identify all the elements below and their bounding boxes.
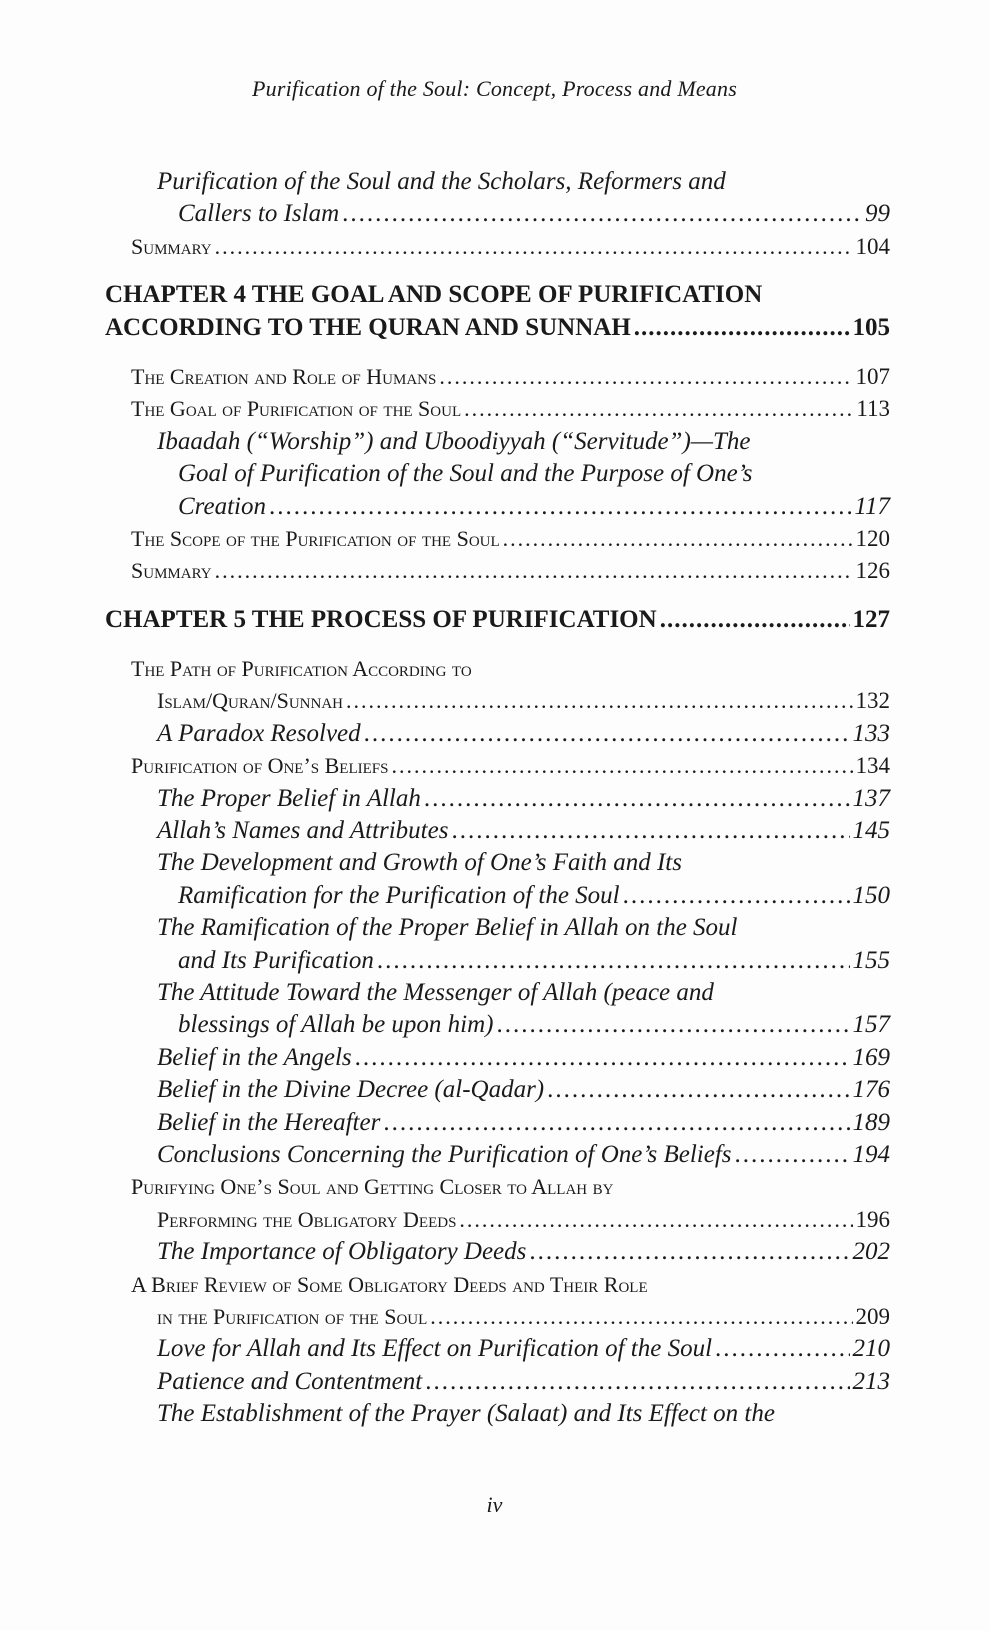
toc-entry xyxy=(0,1074,989,1106)
toc-entry xyxy=(0,426,989,523)
toc-entry-title: Callers to Islam xyxy=(178,200,340,228)
dot-leader xyxy=(391,750,852,782)
toc-line xyxy=(0,426,989,458)
toc-line xyxy=(0,1171,989,1203)
toc-entry-title: The Scope of the Purification of the Soul xyxy=(131,525,500,551)
toc-entry-title: A Brief Review of Some Obligatory Deeds and Their Role xyxy=(131,1271,648,1297)
toc-line xyxy=(0,750,989,782)
toc-line xyxy=(0,393,989,425)
toc-entry xyxy=(0,718,989,750)
toc-line xyxy=(0,279,989,311)
toc-page-number: 107 xyxy=(855,363,890,389)
toc-page-number: 127 xyxy=(852,605,890,633)
toc-entry-title: Creation xyxy=(178,492,266,520)
toc-entry-title: The Development and Growth of One’s Faith and Its xyxy=(157,849,682,877)
toc-entry xyxy=(0,1171,989,1236)
toc-entry-title: A Paradox Resolved xyxy=(157,719,361,747)
toc-entry-title: Belief in the Divine Decree (al-Qadar) xyxy=(157,1076,545,1104)
toc-page-number: 120 xyxy=(855,525,890,551)
dot-leader xyxy=(424,783,850,815)
dot-leader xyxy=(735,1139,850,1171)
toc-page-number: 105 xyxy=(852,313,890,341)
toc-line xyxy=(0,847,989,879)
toc-line xyxy=(0,977,989,1009)
toc-line xyxy=(0,685,989,717)
dot-leader xyxy=(383,1107,849,1139)
toc-entry xyxy=(0,1366,989,1398)
dot-leader xyxy=(547,1074,849,1106)
dot-leader xyxy=(439,361,852,393)
toc-line xyxy=(0,1042,989,1074)
toc-entry xyxy=(0,1139,989,1171)
toc-entry-title: The Path of Purification According to xyxy=(131,656,472,682)
toc-entry xyxy=(0,1042,989,1074)
dot-leader xyxy=(660,604,850,636)
toc-entry-title: Summary xyxy=(131,233,212,259)
toc-page-number: 176 xyxy=(852,1076,890,1104)
toc-entry-title: Belief in the Angels xyxy=(157,1043,352,1071)
toc-entry-title: The Attitude Toward the Messenger of Allah (peace and xyxy=(157,978,714,1006)
toc-entry-title: The Goal of Purification of the Soul xyxy=(131,396,462,422)
toc-line xyxy=(0,1009,989,1041)
toc-page-number: 126 xyxy=(855,558,890,584)
toc-entry-title: Goal of Purification of the Soul and the Purpose of One’s xyxy=(178,460,753,488)
dot-leader xyxy=(215,231,853,263)
toc-line xyxy=(0,166,989,198)
dot-leader xyxy=(451,815,849,847)
toc-entry-title: blessings of Allah be upon him) xyxy=(178,1011,494,1039)
toc-entry-title: Love for Allah and Its Effect on Purification of the Soul xyxy=(157,1335,713,1363)
toc-entry xyxy=(0,1236,989,1268)
toc-entry-title: CHAPTER 5 THE PROCESS OF PURIFICATION xyxy=(105,605,657,633)
toc-page-number: 117 xyxy=(854,492,890,520)
toc-page-number: 155 xyxy=(852,946,890,974)
toc-entry-title: Purification of the Soul and the Scholars, Reformers and xyxy=(157,168,726,195)
toc-line xyxy=(0,491,989,523)
dot-leader xyxy=(364,718,850,750)
toc-line xyxy=(0,945,989,977)
toc-line xyxy=(0,1398,989,1430)
toc-line xyxy=(0,555,989,587)
dot-leader xyxy=(425,1366,849,1398)
toc-line xyxy=(0,458,989,490)
dot-leader xyxy=(377,945,850,977)
toc-line xyxy=(0,880,989,912)
dot-leader xyxy=(342,198,862,230)
toc-entry xyxy=(0,847,989,912)
toc-line xyxy=(0,523,989,555)
toc-entry-title: Performing the Obligatory Deeds xyxy=(157,1206,457,1232)
toc-entry-title: The Creation and Role of Humans xyxy=(131,363,437,389)
toc-line xyxy=(0,1107,989,1139)
dot-leader xyxy=(634,312,850,344)
toc-page-number: 169 xyxy=(852,1043,890,1071)
toc-line xyxy=(0,1269,989,1301)
toc-line xyxy=(0,815,989,847)
toc-entry xyxy=(0,977,989,1042)
running-head: Purification of the Soul: Concept, Process and Means xyxy=(252,76,737,101)
dot-leader xyxy=(269,491,851,523)
toc-entry-title: CHAPTER 4 THE GOAL AND SCOPE OF PURIFICATION xyxy=(105,281,763,309)
toc-chapter xyxy=(0,279,989,344)
toc-entry-title: Purifying One’s Soul and Getting Closer to Allah by xyxy=(131,1174,614,1200)
toc-entry xyxy=(0,815,989,847)
toc-entry-title: Conclusions Concerning the Purification of One’s Beliefs xyxy=(157,1140,732,1168)
toc-line xyxy=(0,312,989,344)
dot-leader xyxy=(459,1204,852,1236)
dot-leader xyxy=(529,1236,849,1268)
toc-line xyxy=(0,1074,989,1106)
toc-entry-title: in the Purification of the Soul xyxy=(157,1303,428,1329)
toc-line xyxy=(0,1366,989,1398)
toc-entry-title: ACCORDING TO THE QURAN AND SUNNAH xyxy=(105,313,631,341)
toc-line xyxy=(0,231,989,263)
toc-line xyxy=(0,783,989,815)
toc-chapter xyxy=(0,604,989,636)
toc-line xyxy=(0,718,989,750)
toc-entry xyxy=(0,1107,989,1139)
toc-entry-title: Belief in the Hereafter xyxy=(157,1108,381,1136)
toc-page-number: 104 xyxy=(855,233,890,259)
toc-entry-title: Allah’s Names and Attributes xyxy=(157,817,449,845)
toc-entry xyxy=(0,750,989,782)
toc-line xyxy=(0,1236,989,1268)
toc-entry-title: The Proper Belief in Allah xyxy=(157,784,421,812)
toc-entry-title: Patience and Contentment xyxy=(157,1367,423,1395)
dot-leader xyxy=(464,393,853,425)
dot-leader xyxy=(355,1042,850,1074)
dot-leader xyxy=(503,523,853,555)
dot-leader xyxy=(623,880,850,912)
toc-page-number: 132 xyxy=(855,688,890,714)
table-of-contents xyxy=(0,166,989,1430)
toc-page-number: 150 xyxy=(852,881,890,909)
toc-line xyxy=(0,198,989,230)
toc-page-number: 209 xyxy=(855,1303,890,1329)
dot-leader xyxy=(715,1333,849,1365)
toc-entry xyxy=(0,912,989,977)
toc-entry xyxy=(0,653,989,718)
dot-leader xyxy=(430,1301,852,1333)
toc-entry-title: Ibaadah (“Worship”) and Uboodiyyah (“Servitude”)—The xyxy=(157,427,751,455)
toc-page-number: 202 xyxy=(852,1238,890,1266)
toc-entry xyxy=(0,361,989,393)
toc-entry-title: Ramification for the Purification of the Soul xyxy=(178,881,620,909)
toc-page-number: 113 xyxy=(856,396,890,422)
page-number: iv xyxy=(486,1492,503,1517)
toc-entry-title: The Importance of Obligatory Deeds xyxy=(157,1238,527,1266)
toc-entry-title: The Establishment of the Prayer (Salaat) and Its Effect on the xyxy=(157,1400,775,1428)
toc-entry xyxy=(0,555,989,587)
toc-entry-title: and Its Purification xyxy=(178,946,374,974)
toc-page-number: 133 xyxy=(852,719,890,747)
toc-entry xyxy=(0,393,989,425)
toc-entry-title: Islam/Quran/Sunnah xyxy=(157,688,344,714)
toc-page-number: 213 xyxy=(852,1367,890,1395)
toc-entry xyxy=(0,231,989,263)
toc-line xyxy=(0,361,989,393)
toc-entry-title: Purification of One’s Beliefs xyxy=(131,753,389,779)
toc-page-number: 137 xyxy=(852,784,890,812)
dot-leader xyxy=(215,555,853,587)
toc-page-number: 196 xyxy=(855,1206,890,1232)
toc-line xyxy=(0,1139,989,1171)
toc-line xyxy=(0,1204,989,1236)
dot-leader xyxy=(346,685,852,717)
dot-leader xyxy=(497,1009,850,1041)
toc-entry xyxy=(0,166,989,231)
toc-line xyxy=(0,1333,989,1365)
toc-line xyxy=(0,1301,989,1333)
toc-page-number: 99 xyxy=(865,200,890,228)
toc-entry xyxy=(0,1398,989,1430)
toc-page-number: 189 xyxy=(852,1108,890,1136)
toc-line xyxy=(0,912,989,944)
toc-entry xyxy=(0,1333,989,1365)
toc-line xyxy=(0,604,989,636)
toc-entry xyxy=(0,523,989,555)
toc-entry xyxy=(0,783,989,815)
toc-page-number: 157 xyxy=(852,1011,890,1039)
toc-page-number: 145 xyxy=(852,817,890,845)
toc-page-number: 194 xyxy=(852,1140,890,1168)
toc-line xyxy=(0,653,989,685)
toc-entry-title: Summary xyxy=(131,558,212,584)
toc-page-number: 210 xyxy=(852,1335,890,1363)
toc-entry xyxy=(0,1269,989,1334)
toc-entry-title: The Ramification of the Proper Belief in Allah on the Soul xyxy=(157,914,738,942)
toc-page-number: 134 xyxy=(855,753,890,779)
